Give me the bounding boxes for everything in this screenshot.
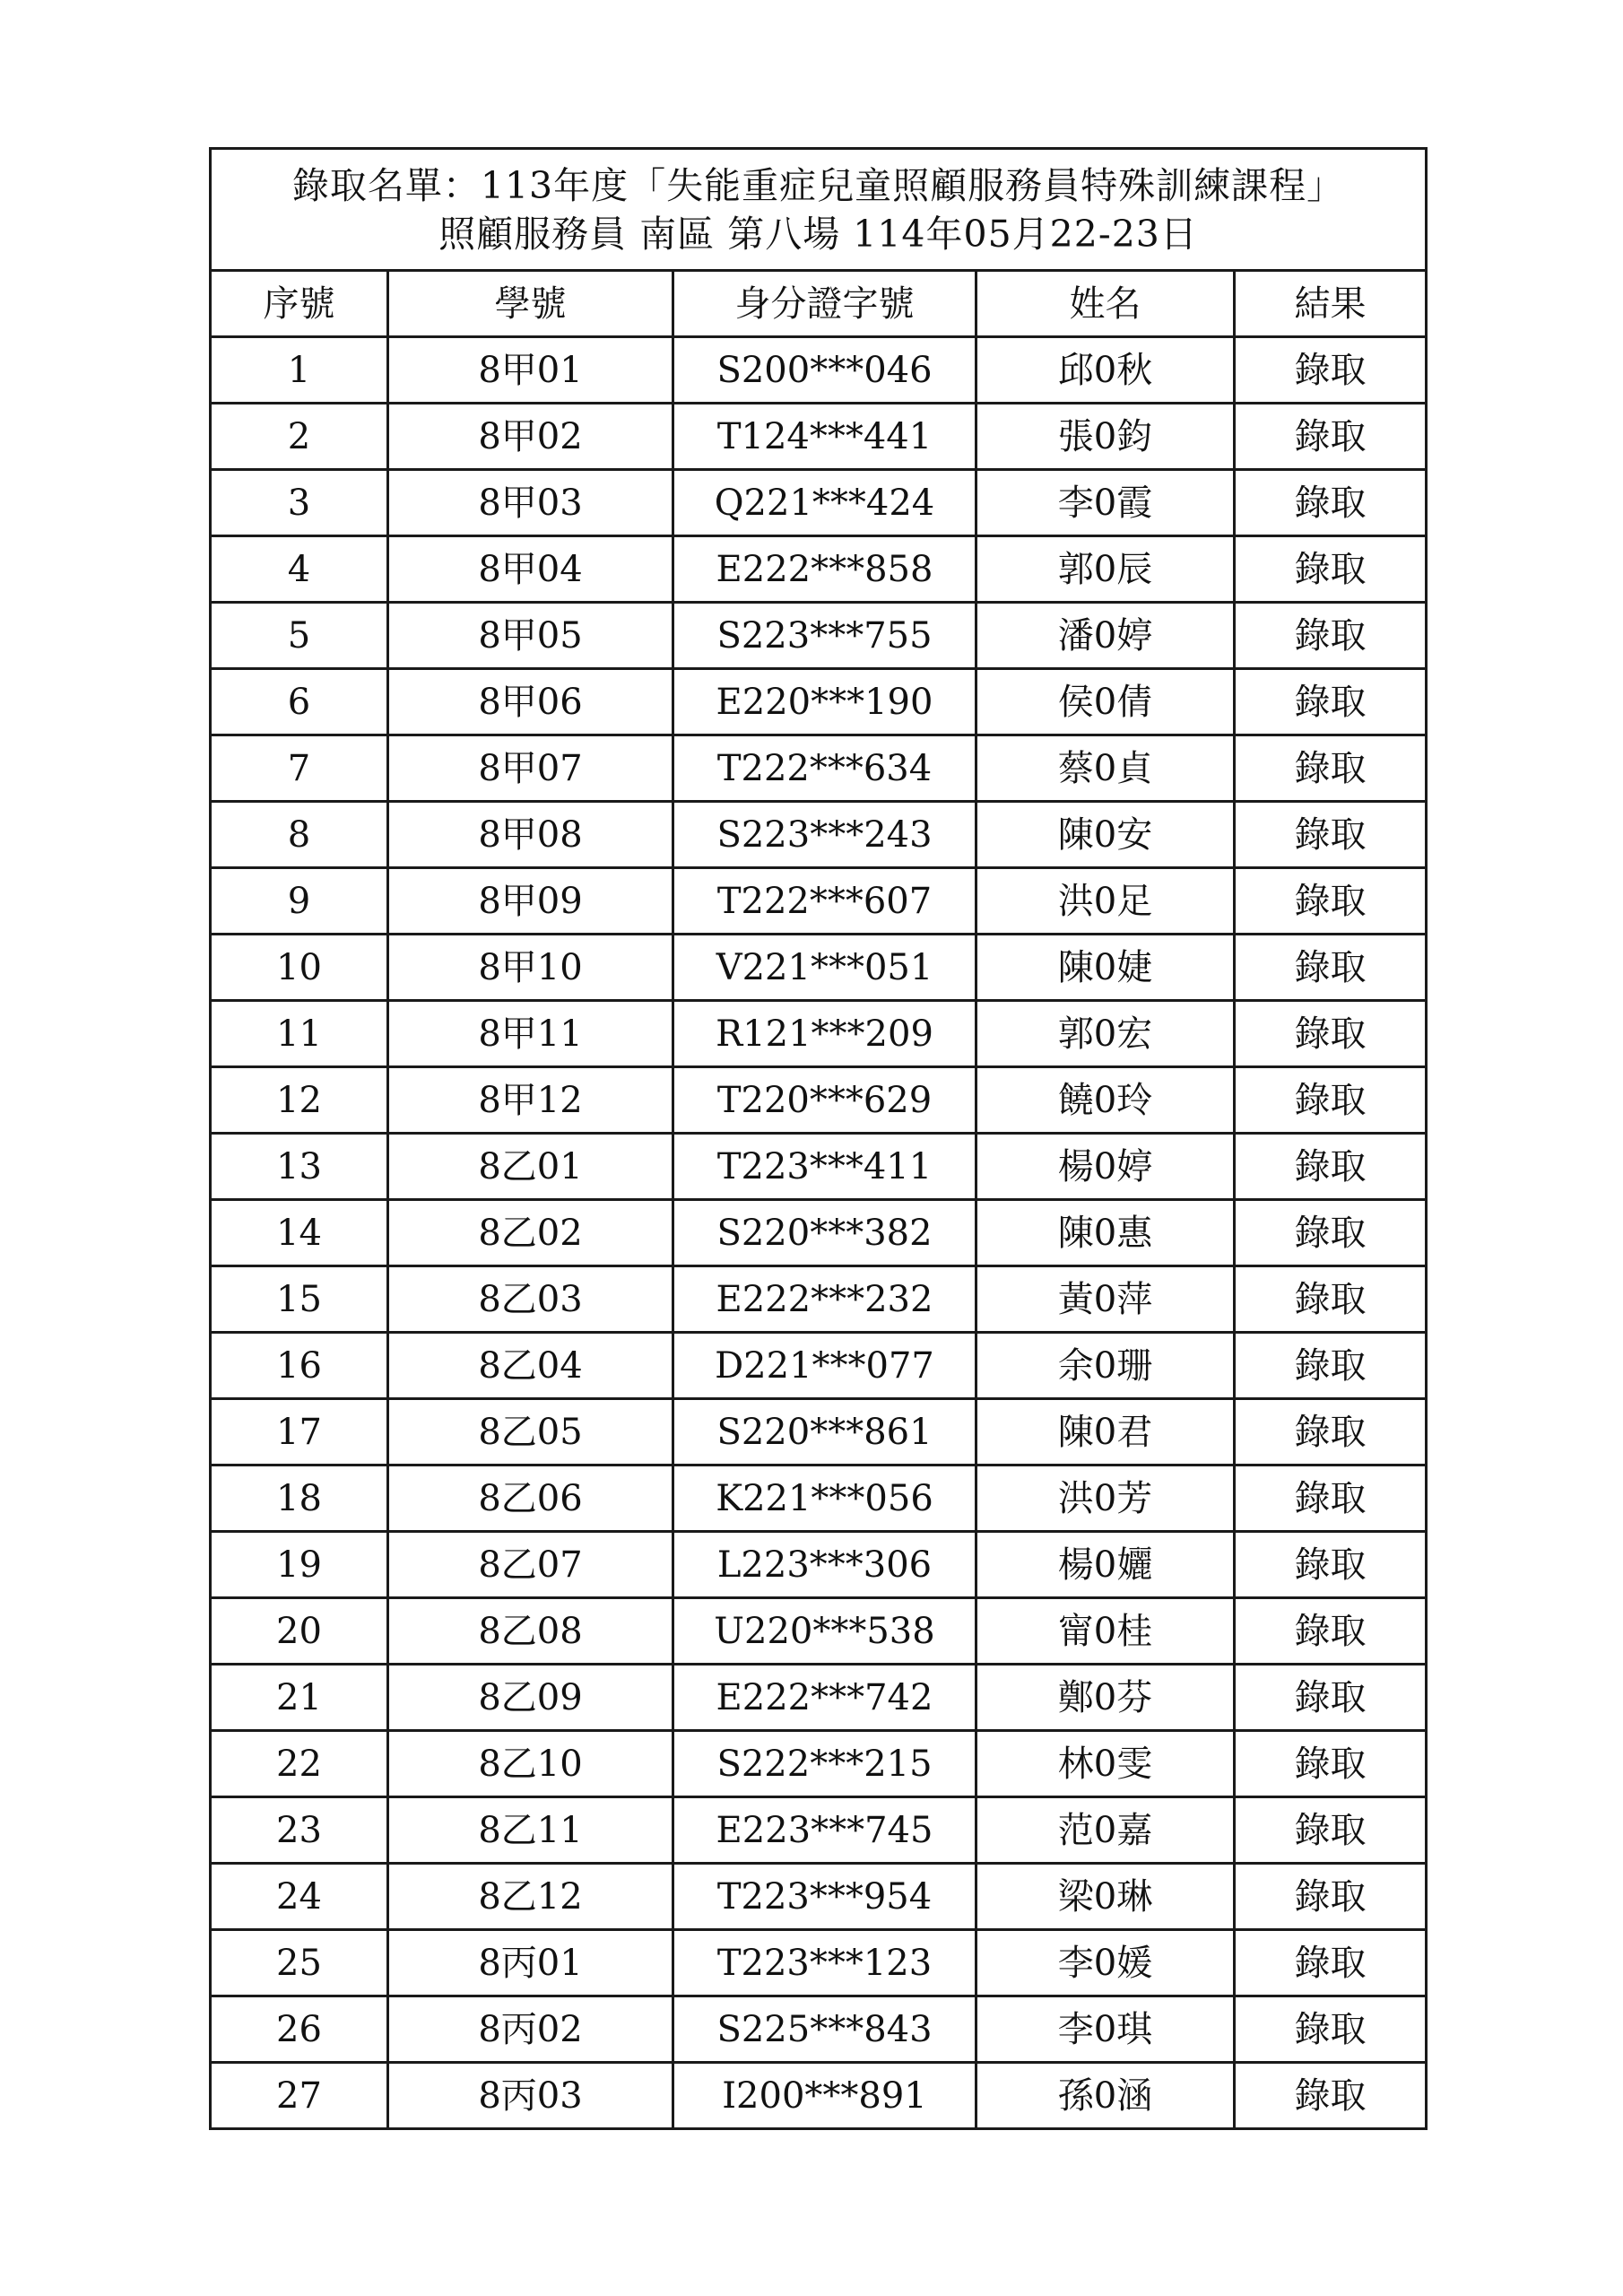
cell-national-id: R121***209: [673, 1001, 976, 1067]
cell-national-id: S220***382: [673, 1200, 976, 1266]
table-row: [211, 1731, 1427, 1797]
cell-result: 錄取: [1235, 1797, 1427, 1864]
cell-result: 錄取: [1235, 1665, 1427, 1731]
cell-name: 饒0玲: [976, 1067, 1235, 1134]
cell-name: 蔡0貞: [976, 735, 1235, 802]
cell-name: 邱0秋: [976, 337, 1235, 404]
header-result: 結果: [1235, 271, 1427, 337]
cell-serial: 1: [211, 337, 388, 404]
cell-serial: 10: [211, 935, 388, 1001]
table-row: [211, 603, 1427, 669]
table-row: [211, 868, 1427, 935]
cell-name: 李0媛: [976, 1930, 1235, 1996]
cell-name: 張0鈞: [976, 404, 1235, 470]
cell-student-id: 8乙11: [388, 1797, 673, 1864]
cell-serial: 8: [211, 802, 388, 868]
table-row: [211, 1864, 1427, 1930]
cell-national-id: S225***843: [673, 1996, 976, 2063]
cell-student-id: 8乙05: [388, 1399, 673, 1465]
cell-result: 錄取: [1235, 1399, 1427, 1465]
cell-result: 錄取: [1235, 1598, 1427, 1665]
cell-student-id: 8甲09: [388, 868, 673, 935]
cell-national-id: E222***858: [673, 536, 976, 603]
cell-national-id: S223***755: [673, 603, 976, 669]
cell-serial: 18: [211, 1465, 388, 1532]
cell-serial: 4: [211, 536, 388, 603]
cell-serial: 24: [211, 1864, 388, 1930]
table-row: [211, 337, 1427, 404]
cell-national-id: T223***954: [673, 1864, 976, 1930]
cell-name: 梁0琳: [976, 1864, 1235, 1930]
table-row: [211, 1930, 1427, 1996]
admission-list-table: [209, 147, 1428, 2130]
cell-national-id: T222***607: [673, 868, 976, 935]
cell-national-id: V221***051: [673, 935, 976, 1001]
cell-national-id: S220***861: [673, 1399, 976, 1465]
cell-result: 錄取: [1235, 1134, 1427, 1200]
cell-serial: 9: [211, 868, 388, 935]
cell-student-id: 8甲02: [388, 404, 673, 470]
table-row: [211, 536, 1427, 603]
cell-serial: 16: [211, 1333, 388, 1399]
table-row: [211, 1797, 1427, 1864]
cell-name: 林0雯: [976, 1731, 1235, 1797]
cell-result: 錄取: [1235, 669, 1427, 735]
table-row: [211, 1465, 1427, 1532]
header-serial: 序號: [211, 271, 388, 337]
header-row: [211, 271, 1427, 337]
table-row: [211, 1532, 1427, 1598]
cell-result: 錄取: [1235, 868, 1427, 935]
cell-student-id: 8甲07: [388, 735, 673, 802]
table-body: [211, 337, 1427, 2129]
cell-result: 錄取: [1235, 1266, 1427, 1333]
cell-name: 郭0宏: [976, 1001, 1235, 1067]
cell-serial: 20: [211, 1598, 388, 1665]
cell-serial: 23: [211, 1797, 388, 1864]
cell-serial: 13: [211, 1134, 388, 1200]
cell-national-id: T223***411: [673, 1134, 976, 1200]
cell-serial: 27: [211, 2063, 388, 2129]
cell-name: 陳0惠: [976, 1200, 1235, 1266]
cell-name: 甯0桂: [976, 1598, 1235, 1665]
cell-student-id: 8甲03: [388, 470, 673, 536]
cell-serial: 11: [211, 1001, 388, 1067]
cell-name: 潘0婷: [976, 603, 1235, 669]
table-row: [211, 404, 1427, 470]
cell-name: 范0嘉: [976, 1797, 1235, 1864]
cell-name: 陳0安: [976, 802, 1235, 868]
title-line-1: 錄取名單：113年度「失能重症兒童照顧服務員特殊訓練課程」: [291, 163, 1345, 207]
cell-student-id: 8乙06: [388, 1465, 673, 1532]
cell-result: 錄取: [1235, 1001, 1427, 1067]
cell-serial: 26: [211, 1996, 388, 2063]
table-row: [211, 470, 1427, 536]
table-row: [211, 1996, 1427, 2063]
cell-result: 錄取: [1235, 1532, 1427, 1598]
cell-name: 洪0芳: [976, 1465, 1235, 1532]
cell-result: 錄取: [1235, 1996, 1427, 2063]
cell-name: 余0珊: [976, 1333, 1235, 1399]
cell-serial: 6: [211, 669, 388, 735]
cell-national-id: I200***891: [673, 2063, 976, 2129]
cell-result: 錄取: [1235, 1067, 1427, 1134]
cell-serial: 21: [211, 1665, 388, 1731]
cell-result: 錄取: [1235, 404, 1427, 470]
cell-national-id: E220***190: [673, 669, 976, 735]
cell-serial: 7: [211, 735, 388, 802]
cell-national-id: K221***056: [673, 1465, 976, 1532]
cell-serial: 25: [211, 1930, 388, 1996]
header-national-id: 身分證字號: [673, 271, 976, 337]
table-row: [211, 1665, 1427, 1731]
cell-student-id: 8甲01: [388, 337, 673, 404]
title-line-2: 照顧服務員 南區 第八場 114年05月22-23日: [438, 212, 1198, 256]
cell-national-id: S200***046: [673, 337, 976, 404]
cell-result: 錄取: [1235, 337, 1427, 404]
cell-student-id: 8甲05: [388, 603, 673, 669]
cell-result: 錄取: [1235, 1864, 1427, 1930]
cell-name: 鄭0芬: [976, 1665, 1235, 1731]
cell-result: 錄取: [1235, 1200, 1427, 1266]
cell-student-id: 8丙03: [388, 2063, 673, 2129]
cell-national-id: U220***538: [673, 1598, 976, 1665]
cell-serial: 15: [211, 1266, 388, 1333]
document-title: [211, 149, 1427, 271]
cell-serial: 2: [211, 404, 388, 470]
cell-name: 郭0辰: [976, 536, 1235, 603]
cell-student-id: 8乙12: [388, 1864, 673, 1930]
cell-result: 錄取: [1235, 935, 1427, 1001]
cell-serial: 12: [211, 1067, 388, 1134]
cell-national-id: E223***745: [673, 1797, 976, 1864]
cell-serial: 3: [211, 470, 388, 536]
cell-name: 楊0孋: [976, 1532, 1235, 1598]
cell-serial: 19: [211, 1532, 388, 1598]
cell-student-id: 8乙07: [388, 1532, 673, 1598]
table-row: [211, 669, 1427, 735]
cell-result: 錄取: [1235, 1465, 1427, 1532]
cell-national-id: Q221***424: [673, 470, 976, 536]
cell-national-id: S222***215: [673, 1731, 976, 1797]
cell-result: 錄取: [1235, 1930, 1427, 1996]
cell-student-id: 8甲08: [388, 802, 673, 868]
cell-name: 洪0足: [976, 868, 1235, 935]
cell-serial: 22: [211, 1731, 388, 1797]
cell-result: 錄取: [1235, 2063, 1427, 2129]
table-row: [211, 1266, 1427, 1333]
cell-national-id: T220***629: [673, 1067, 976, 1134]
cell-serial: 14: [211, 1200, 388, 1266]
cell-national-id: E222***742: [673, 1665, 976, 1731]
cell-student-id: 8乙01: [388, 1134, 673, 1200]
cell-result: 錄取: [1235, 1333, 1427, 1399]
table-row: [211, 1001, 1427, 1067]
table-row: [211, 1134, 1427, 1200]
table-row: [211, 1598, 1427, 1665]
table-row: [211, 1333, 1427, 1399]
cell-result: 錄取: [1235, 536, 1427, 603]
table-row: [211, 1200, 1427, 1266]
cell-result: 錄取: [1235, 735, 1427, 802]
cell-student-id: 8乙03: [388, 1266, 673, 1333]
cell-name: 楊0婷: [976, 1134, 1235, 1200]
cell-student-id: 8丙02: [388, 1996, 673, 2063]
cell-result: 錄取: [1235, 1731, 1427, 1797]
cell-national-id: S223***243: [673, 802, 976, 868]
cell-result: 錄取: [1235, 603, 1427, 669]
cell-student-id: 8甲12: [388, 1067, 673, 1134]
cell-name: 陳0君: [976, 1399, 1235, 1465]
cell-result: 錄取: [1235, 470, 1427, 536]
cell-name: 李0琪: [976, 1996, 1235, 2063]
cell-national-id: T124***441: [673, 404, 976, 470]
cell-student-id: 8甲06: [388, 669, 673, 735]
title-row: [211, 149, 1427, 271]
table-row: [211, 2063, 1427, 2129]
cell-name: 孫0涵: [976, 2063, 1235, 2129]
cell-serial: 17: [211, 1399, 388, 1465]
cell-student-id: 8甲10: [388, 935, 673, 1001]
cell-name: 黃0萍: [976, 1266, 1235, 1333]
table-row: [211, 802, 1427, 868]
table-row: [211, 1067, 1427, 1134]
cell-student-id: 8乙10: [388, 1731, 673, 1797]
cell-name: 侯0倩: [976, 669, 1235, 735]
cell-student-id: 8乙09: [388, 1665, 673, 1731]
cell-national-id: T222***634: [673, 735, 976, 802]
cell-student-id: 8丙01: [388, 1930, 673, 1996]
cell-national-id: L223***306: [673, 1532, 976, 1598]
cell-student-id: 8乙02: [388, 1200, 673, 1266]
cell-national-id: D221***077: [673, 1333, 976, 1399]
cell-national-id: E222***232: [673, 1266, 976, 1333]
cell-serial: 5: [211, 603, 388, 669]
cell-student-id: 8乙04: [388, 1333, 673, 1399]
table-row: [211, 1399, 1427, 1465]
header-student-id: 學號: [388, 271, 673, 337]
cell-national-id: T223***123: [673, 1930, 976, 1996]
table-row: [211, 735, 1427, 802]
cell-result: 錄取: [1235, 802, 1427, 868]
cell-name: 李0霞: [976, 470, 1235, 536]
cell-student-id: 8乙08: [388, 1598, 673, 1665]
table-row: [211, 935, 1427, 1001]
cell-name: 陳0婕: [976, 935, 1235, 1001]
header-name: 姓名: [976, 271, 1235, 337]
cell-student-id: 8甲11: [388, 1001, 673, 1067]
cell-student-id: 8甲04: [388, 536, 673, 603]
